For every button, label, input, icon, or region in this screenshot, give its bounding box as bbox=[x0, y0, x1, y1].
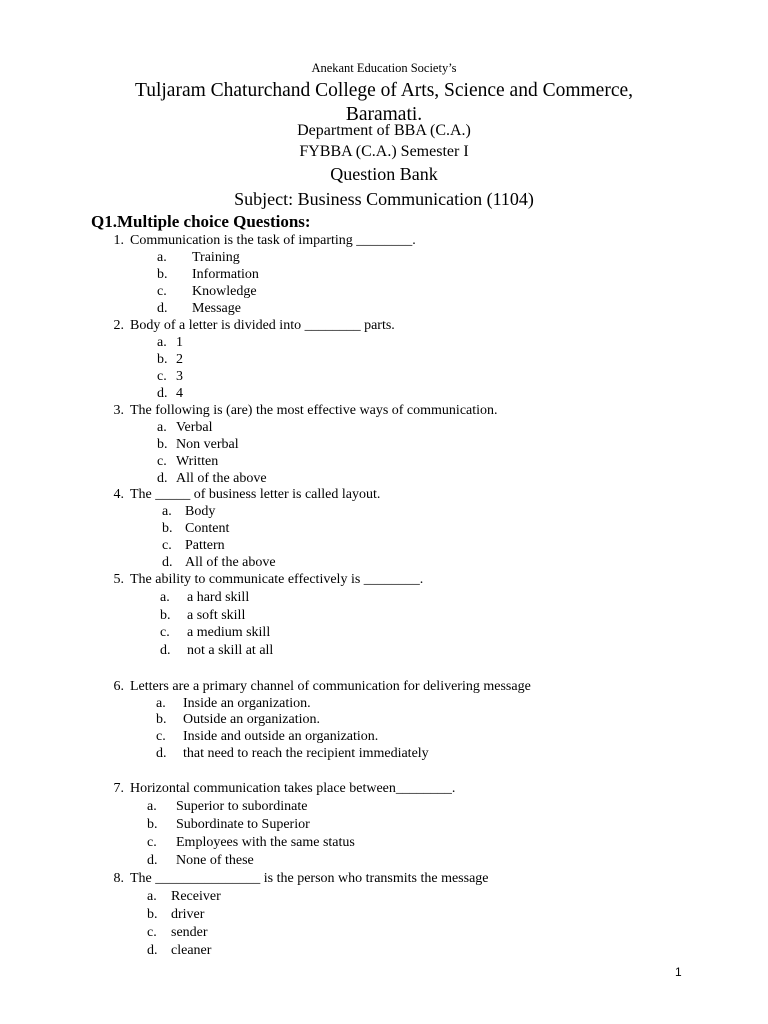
option-letter: b. bbox=[147, 817, 158, 832]
option-letter: b. bbox=[157, 267, 168, 282]
question-6-option-c bbox=[156, 728, 378, 745]
question-text: Body of a letter is divided into ________ parts. bbox=[130, 318, 395, 333]
option-text: Written bbox=[176, 454, 219, 469]
option-letter: c. bbox=[147, 925, 157, 940]
option-letter: d. bbox=[157, 301, 168, 316]
option-text: Verbal bbox=[176, 420, 213, 435]
question-text: Letters are a primary channel of communication for delivering message bbox=[130, 679, 531, 694]
option-text: a soft skill bbox=[187, 608, 246, 623]
option-text: Superior to subordinate bbox=[176, 799, 308, 814]
option-letter: a. bbox=[157, 250, 167, 265]
question-number: 6. bbox=[113, 679, 124, 694]
question-7-option-a bbox=[147, 798, 307, 815]
question-7-option-d bbox=[147, 852, 254, 869]
society-name: Anekant Education Society’s bbox=[311, 61, 457, 75]
subject-line: Subject: Business Communication (1104) bbox=[234, 189, 534, 209]
option-text: All of the above bbox=[185, 555, 276, 570]
option-letter: d. bbox=[162, 555, 173, 570]
option-text: Body bbox=[185, 504, 216, 519]
option-text: Non verbal bbox=[176, 437, 239, 452]
option-text: 4 bbox=[176, 386, 183, 401]
option-text: None of these bbox=[176, 853, 254, 868]
question-8-option-c bbox=[147, 924, 208, 941]
question-7-option-b bbox=[147, 816, 310, 833]
option-letter: d. bbox=[157, 386, 168, 401]
option-text: Knowledge bbox=[192, 284, 257, 299]
question-number: 2. bbox=[113, 318, 124, 333]
option-text: not a skill at all bbox=[187, 643, 274, 658]
college-name-line2: Baramati. bbox=[345, 104, 423, 125]
option-text: Receiver bbox=[171, 889, 221, 904]
document-title: Question Bank bbox=[330, 164, 438, 184]
question-1-option-c bbox=[157, 283, 257, 300]
option-letter: b. bbox=[156, 712, 167, 727]
question-6 bbox=[100, 678, 531, 695]
option-text: Outside an organization. bbox=[183, 712, 320, 727]
option-letter: b. bbox=[157, 352, 168, 367]
question-7 bbox=[100, 780, 455, 797]
question-6-option-d bbox=[156, 745, 429, 762]
question-number: 1. bbox=[113, 233, 124, 248]
option-letter: c. bbox=[162, 538, 172, 553]
question-5-option-d bbox=[160, 642, 273, 659]
page-number: 1 bbox=[675, 965, 682, 979]
option-text: driver bbox=[171, 907, 205, 922]
question-text: The ability to communicate effectively is ________. bbox=[130, 572, 424, 587]
option-letter: c. bbox=[147, 835, 157, 850]
question-5-option-b bbox=[160, 607, 245, 624]
option-text: Information bbox=[192, 267, 259, 282]
question-2-option-d bbox=[157, 385, 183, 402]
option-letter: a. bbox=[157, 420, 167, 435]
question-2 bbox=[100, 317, 395, 334]
question-number: 5. bbox=[113, 572, 124, 587]
question-7-option-c bbox=[147, 834, 355, 851]
option-letter: c. bbox=[156, 729, 166, 744]
question-text: The _______________ is the person who transmits the message bbox=[130, 871, 489, 886]
section-title: Q1.Multiple choice Questions: bbox=[91, 212, 311, 231]
question-1-option-d bbox=[157, 300, 241, 317]
option-letter: d. bbox=[157, 471, 168, 486]
option-letter: a. bbox=[147, 889, 157, 904]
option-text: Message bbox=[192, 301, 241, 316]
semester: FYBBA (C.A.) Semester I bbox=[299, 143, 469, 160]
option-letter: c. bbox=[160, 625, 170, 640]
question-1 bbox=[100, 232, 416, 249]
question-8 bbox=[100, 870, 489, 887]
question-5-option-c bbox=[160, 624, 270, 641]
department: Department of BBA (C.A.) bbox=[297, 122, 471, 139]
option-text: that need to reach the recipient immediately bbox=[183, 746, 429, 761]
question-1-option-a bbox=[157, 249, 240, 266]
question-3-option-d bbox=[157, 470, 267, 487]
question-3-option-a bbox=[157, 419, 213, 436]
option-letter: b. bbox=[162, 521, 173, 536]
question-number: 3. bbox=[113, 403, 124, 418]
option-text: a hard skill bbox=[187, 590, 250, 605]
question-3 bbox=[100, 402, 498, 419]
question-8-option-d bbox=[147, 942, 211, 959]
option-letter: a. bbox=[147, 799, 157, 814]
question-number: 8. bbox=[113, 871, 124, 886]
option-text: 2 bbox=[176, 352, 183, 367]
question-number: 4. bbox=[113, 487, 124, 502]
question-4-option-d bbox=[162, 554, 276, 571]
option-text: 1 bbox=[176, 335, 183, 350]
option-text: Employees with the same status bbox=[176, 835, 355, 850]
option-text: Inside an organization. bbox=[183, 696, 311, 711]
question-1-option-b bbox=[157, 266, 259, 283]
college-name-line1: Tuljaram Chaturchand College of Arts, Science and Commerce, bbox=[134, 80, 634, 101]
option-text: Content bbox=[185, 521, 230, 536]
question-3-option-b bbox=[157, 436, 239, 453]
option-text: cleaner bbox=[171, 943, 212, 958]
question-6-option-a bbox=[156, 695, 311, 712]
question-text: The _____ of business letter is called layout. bbox=[130, 487, 381, 502]
option-letter: a. bbox=[162, 504, 172, 519]
option-letter: c. bbox=[157, 369, 167, 384]
option-text: sender bbox=[171, 925, 208, 940]
question-4-option-a bbox=[162, 503, 215, 520]
option-letter: a. bbox=[160, 590, 170, 605]
question-5-option-a bbox=[160, 589, 249, 606]
option-text: Subordinate to Superior bbox=[176, 817, 310, 832]
question-2-option-b bbox=[157, 351, 183, 368]
question-8-option-a bbox=[147, 888, 221, 905]
question-text: The following is (are) the most effective ways of communication. bbox=[130, 403, 498, 418]
option-letter: c. bbox=[157, 284, 167, 299]
option-text: All of the above bbox=[176, 471, 267, 486]
question-2-option-c bbox=[157, 368, 183, 385]
question-6-option-b bbox=[156, 711, 320, 728]
question-text: Horizontal communication takes place between________. bbox=[130, 781, 456, 796]
option-text: 3 bbox=[176, 369, 183, 384]
option-text: Training bbox=[192, 250, 240, 265]
option-letter: d. bbox=[147, 853, 158, 868]
question-4 bbox=[100, 486, 380, 503]
option-letter: d. bbox=[160, 643, 171, 658]
option-letter: b. bbox=[160, 608, 171, 623]
option-letter: b. bbox=[157, 437, 168, 452]
question-4-option-c bbox=[162, 537, 225, 554]
question-number: 7. bbox=[113, 781, 124, 796]
question-5 bbox=[100, 571, 423, 588]
question-text: Communication is the task of imparting ________. bbox=[130, 233, 416, 248]
option-letter: a. bbox=[156, 696, 166, 711]
option-text: Pattern bbox=[185, 538, 225, 553]
option-letter: d. bbox=[156, 746, 167, 761]
question-4-option-b bbox=[162, 520, 229, 537]
question-3-option-c bbox=[157, 453, 218, 470]
question-8-option-b bbox=[147, 906, 204, 923]
option-text: a medium skill bbox=[187, 625, 271, 640]
option-text: Inside and outside an organization. bbox=[183, 729, 379, 744]
option-letter: a. bbox=[157, 335, 167, 350]
option-letter: b. bbox=[147, 907, 158, 922]
college-name bbox=[0, 79, 768, 127]
option-letter: c. bbox=[157, 454, 167, 469]
option-letter: d. bbox=[147, 943, 158, 958]
question-2-option-a bbox=[157, 334, 183, 351]
